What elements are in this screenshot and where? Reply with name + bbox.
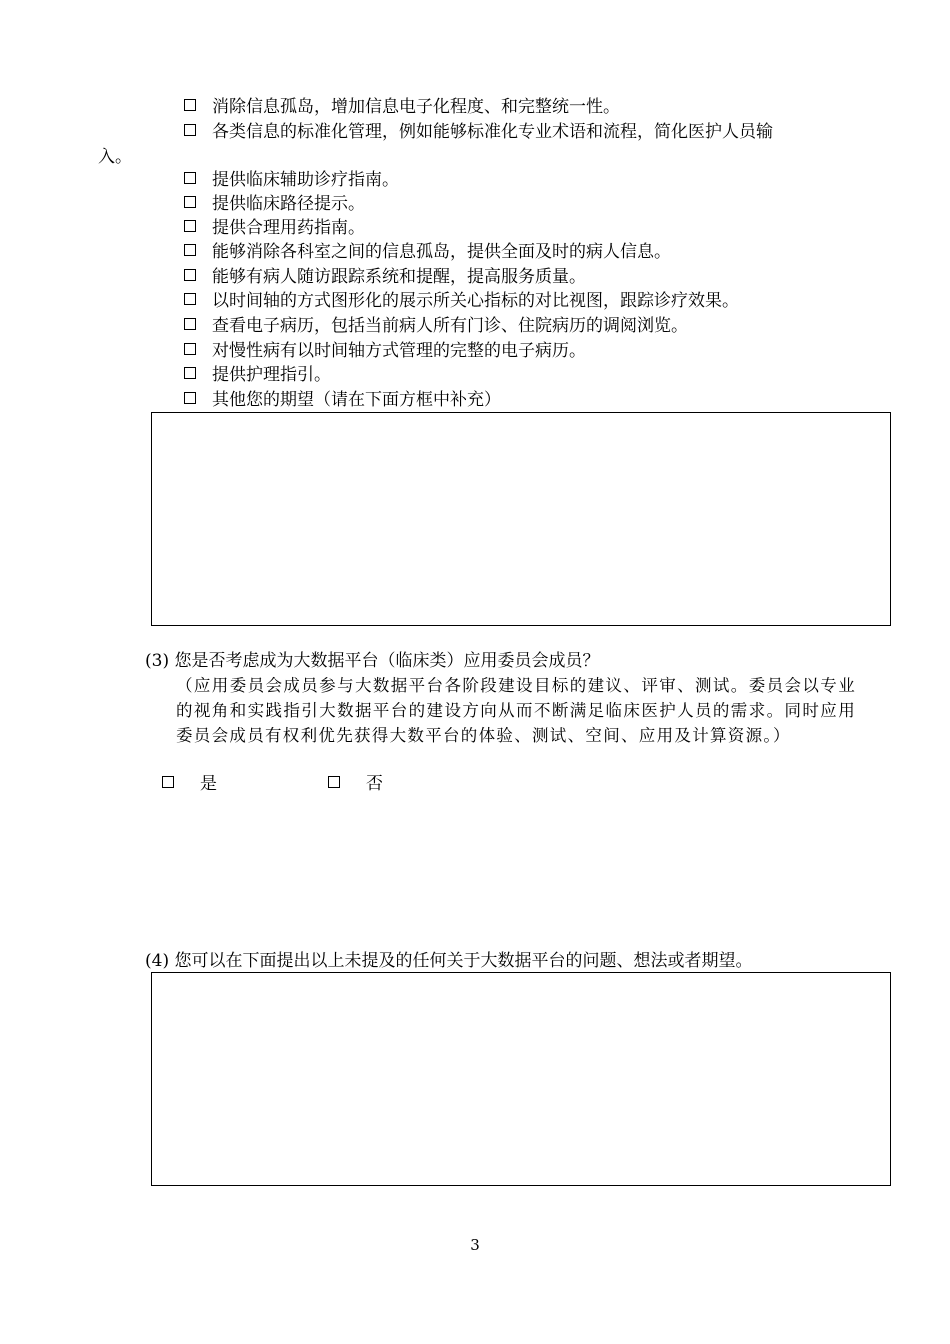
checkbox-icon[interactable] (184, 293, 196, 305)
expectation-option-12[interactable] (184, 389, 501, 411)
question-3-title: (3) 您是否考虑成为大数据平台（临床类）应用委员会成员？ (145, 651, 600, 671)
expectation-option-3[interactable] (184, 169, 399, 191)
checkbox-icon[interactable] (328, 776, 340, 788)
expectation-option-6[interactable] (184, 241, 671, 263)
no-option[interactable] (328, 773, 383, 795)
expectation-option-8[interactable] (184, 290, 739, 312)
option-label: 其他您的期望（请在下面方框中补充） (212, 390, 501, 410)
page-number: 3 (470, 1236, 480, 1254)
checkbox-icon[interactable] (184, 244, 196, 256)
checkbox-icon[interactable] (184, 269, 196, 281)
checkbox-icon[interactable] (184, 343, 196, 355)
question-4-textbox[interactable] (151, 972, 891, 1186)
expectation-option-9[interactable] (184, 315, 688, 337)
option-label: 提供合理用药指南。 (212, 218, 365, 238)
checkbox-icon[interactable] (184, 99, 196, 111)
checkbox-icon[interactable] (184, 196, 196, 208)
checkbox-icon[interactable] (184, 392, 196, 404)
expectation-option-10[interactable] (184, 340, 586, 362)
option-label: 提供临床辅助诊疗指南。 (212, 170, 399, 190)
checkbox-icon[interactable] (184, 220, 196, 232)
option-label: 以时间轴的方式图形化的展示所关心指标的对比视图，跟踪诊疗效果。 (212, 291, 739, 311)
expectation-option-2[interactable] (184, 121, 773, 143)
other-expectations-textbox[interactable] (151, 412, 891, 626)
option-label: 消除信息孤岛，增加信息电子化程度、和完整统一性。 (212, 97, 620, 117)
option-label: 对慢性病有以时间轴方式管理的完整的电子病历。 (212, 341, 586, 361)
checkbox-icon[interactable] (184, 124, 196, 136)
expectation-option-5[interactable] (184, 217, 365, 239)
yes-label: 是 (200, 774, 217, 794)
checkbox-icon[interactable] (162, 776, 174, 788)
option-label: 提供护理指引。 (212, 365, 331, 385)
option-label: 能够有病人随访跟踪系统和提醒，提高服务质量。 (212, 267, 586, 287)
option-label: 能够消除各科室之间的信息孤岛，提供全面及时的病人信息。 (212, 242, 671, 262)
checkbox-icon[interactable] (184, 367, 196, 379)
no-label: 否 (366, 774, 383, 794)
expectation-option-11[interactable] (184, 364, 331, 386)
expectation-option-4[interactable] (184, 193, 365, 215)
question-4-title: (4) 您可以在下面提出以上未提及的任何关于大数据平台的问题、想法或者期望。 (145, 951, 753, 971)
option-label: 查看电子病历，包括当前病人所有门诊、住院病历的调阅浏览。 (212, 316, 688, 336)
checkbox-icon[interactable] (184, 318, 196, 330)
expectation-option-1[interactable] (184, 96, 620, 118)
question-3-note: （应用委员会成员参与大数据平台各阶段建设目标的建议、评审、测试。委员会以专业的视角和实践指引大数据平台的建设方向从而不断满足临床医护人员的需求。同时应用委员会成员有权利优先获得大数平台的体验、测试、空间、应用及计算资源。） (176, 676, 856, 745)
expectation-option-7[interactable] (184, 266, 586, 288)
option-label: 各类信息的标准化管理，例如能够标准化专业术语和流程，简化医护人员输 (212, 122, 773, 142)
option-label: 提供临床路径提示。 (212, 194, 365, 214)
checkbox-icon[interactable] (184, 172, 196, 184)
yes-option[interactable] (162, 773, 217, 795)
option-label-continuation: 入。 (98, 147, 132, 167)
